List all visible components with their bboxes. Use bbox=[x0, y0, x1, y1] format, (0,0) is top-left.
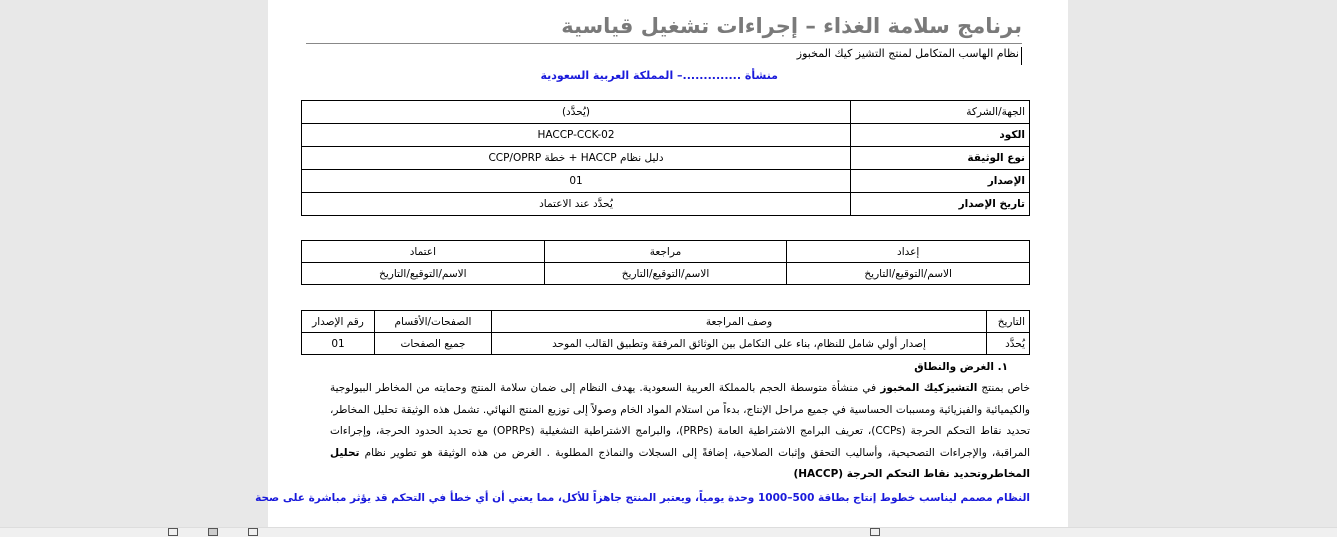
para-part: الغرض من هذه الوثيقة هو تطوير نظام bbox=[359, 446, 542, 459]
cell: الاسم/التوقيع/التاريخ bbox=[302, 263, 545, 285]
cell: 01 bbox=[302, 333, 375, 355]
para-bold: (HACCP) bbox=[793, 468, 847, 480]
info-value: HACCP-CCK-02 bbox=[302, 124, 851, 147]
document-title: برنامج سلامة الغذاء – إجراءات تشغيل قياسية bbox=[561, 14, 1022, 38]
print-layout-icon[interactable] bbox=[208, 528, 218, 536]
header-cell: رقم الإصدار bbox=[302, 311, 375, 333]
table-row bbox=[302, 333, 1030, 355]
purpose-paragraph bbox=[330, 378, 1030, 486]
para-bold: تحليل المخاطروتحديد نقاط التحكم الحرجة bbox=[330, 446, 1030, 480]
info-value: 01 bbox=[302, 170, 851, 193]
header-cell: إعداد bbox=[787, 241, 1030, 263]
table-header-row bbox=[302, 311, 1030, 333]
header-cell: الصفحات/الأقسام bbox=[375, 311, 492, 333]
table-row bbox=[302, 263, 1030, 285]
para-bold: التشيزكيك المخبوز bbox=[880, 382, 978, 394]
info-value: (يُحدَّد) bbox=[302, 101, 851, 124]
web-layout-icon[interactable] bbox=[248, 528, 258, 536]
section-heading: ١. الغرض والنطاق bbox=[914, 361, 1008, 373]
info-label: الكود bbox=[851, 124, 1030, 147]
organization-line: منشأة ..............– المملكة العربية السعودية bbox=[540, 69, 778, 82]
info-value: يُحدَّد عند الاعتماد bbox=[302, 193, 851, 216]
para-part: خاص بمنتج bbox=[977, 382, 1030, 394]
table-row bbox=[302, 193, 1030, 216]
table-row bbox=[302, 124, 1030, 147]
info-value: دليل نظام HACCP + خطة CCP/OPRP bbox=[302, 147, 851, 170]
revision-table bbox=[301, 310, 1030, 355]
cell: إصدار أولي شامل للنظام، بناء على التكامل بين الوثائق المرفقة وتطبيق القالب الموحد bbox=[492, 333, 987, 355]
table-row bbox=[302, 101, 1030, 124]
header-cell: وصف المراجعة bbox=[492, 311, 987, 333]
header-cell: مراجعة bbox=[544, 241, 787, 263]
header-cell: التاريخ bbox=[987, 311, 1030, 333]
title-divider bbox=[306, 43, 1022, 44]
header-cell: اعتماد bbox=[302, 241, 545, 263]
approval-table bbox=[301, 240, 1030, 285]
cell: يُحدَّد bbox=[987, 333, 1030, 355]
info-label: الجهة/الشركة bbox=[851, 101, 1030, 124]
highlighted-paragraph: النظام مصمم ليناسب خطوط إنتاج بطاقة 500–1000 وحدة يومياً، ويعتبر المنتج جاهزاً للأكل، مما يعني أن أي خطأ في التحكم قد يؤثر مباشرة على صحة bbox=[255, 492, 1030, 504]
focus-icon[interactable] bbox=[870, 528, 880, 536]
table-row bbox=[302, 147, 1030, 170]
table-header-row bbox=[302, 241, 1030, 263]
info-label: الإصدار bbox=[851, 170, 1030, 193]
para-part: في منشأة متوسطة الحجم بالمملكة العربية السعودية. يهدف النظام إلى ضمان سلامة المنتج وحمايته من المخاطر البيولوجية والكيميائية والفيزيائية ومسببات الحساسية في جميع مراحل الإنتاج، بدءاً من استلام المواد الخام وصولاً إلى توزيع المنتج النهائي. تشمل هذه الوثيقة تحليل المخاطر، تحديد نقاط التحكم الحرجة (CCPs)، تعريف البرامج الاشتراطية العامة (PRPs)، والبرامج الاشتراطية التشغيلية (OPRPs) مع تحديد الحدود الحرجة، وإجراءات المراقبة، والإجراءات التصحيحية، وأساليب التحقق وإثبات الصلاحية، إضافةً إلى السجلات والنماذج المطلوبة . bbox=[330, 382, 1030, 459]
cell: الاسم/التوقيع/التاريخ bbox=[544, 263, 787, 285]
cell: الاسم/التوقيع/التاريخ bbox=[787, 263, 1030, 285]
cell: جميع الصفحات bbox=[375, 333, 492, 355]
document-page bbox=[255, 0, 1068, 527]
read-mode-icon[interactable] bbox=[168, 528, 178, 536]
table-row bbox=[302, 170, 1030, 193]
info-label: نوع الوثيقة bbox=[851, 147, 1030, 170]
info-label: تاريخ الإصدار bbox=[851, 193, 1030, 216]
document-info-table bbox=[301, 100, 1030, 216]
document-subtitle: نظام الهاسب المتكامل لمنتج التشيز كيك المخبوز bbox=[797, 47, 1022, 65]
